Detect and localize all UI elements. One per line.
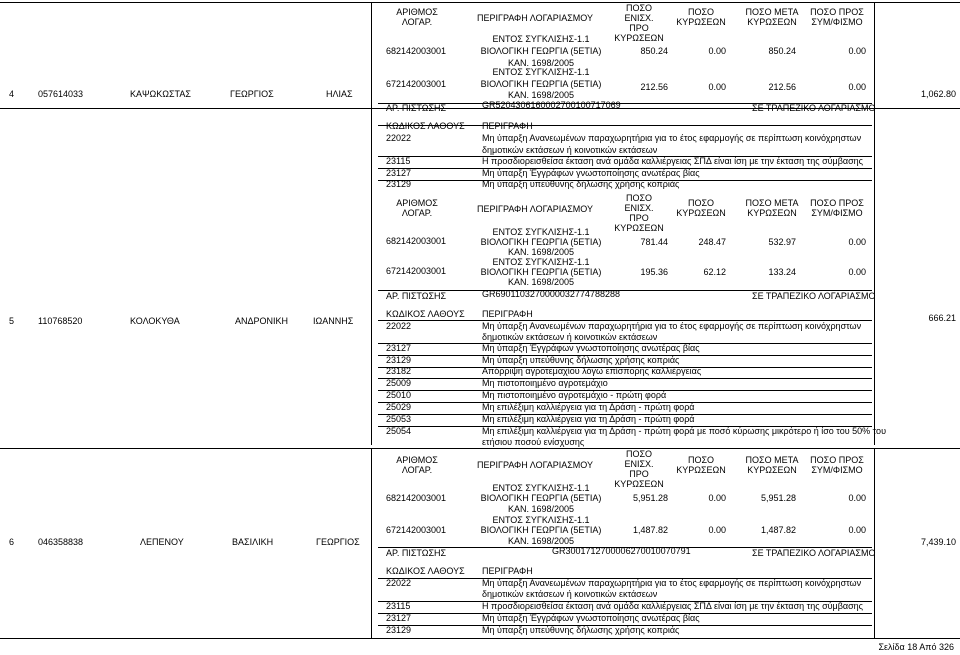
first-name: ΒΑΣΙΛΙΚΗ: [232, 537, 274, 547]
error-code: 23129: [386, 179, 412, 189]
error-code: 23127: [386, 613, 412, 623]
header-sanctions: ΠΟΣΟ ΚΥΡΩΣΕΩΝ: [676, 7, 726, 27]
total-amount: 1,062.80: [920, 89, 956, 99]
account-number: 682142003001: [386, 46, 447, 56]
total-amount: 666.21: [928, 313, 956, 323]
header-description: ΠΕΡΙΓΡΑΦΗ ΛΟΓΑΡΙΑΣΜΟΥ: [477, 13, 593, 23]
error-code: 25010: [386, 390, 412, 400]
father-name: ΓΕΩΡΓΙΟΣ: [316, 537, 360, 547]
iban: GR5204306160002700100717069: [482, 100, 621, 110]
error-code: 23127: [386, 168, 412, 178]
error-code: 22022: [386, 133, 412, 143]
header-offset: ΠΟΣΟ ΠΡΟΣ ΣΥΜ/ΦΙΣΜΟ: [810, 7, 864, 27]
record-number: 5: [9, 316, 15, 326]
account-number: 672142003001: [386, 266, 447, 276]
account-number: 682142003001: [386, 493, 447, 503]
error-code: 23115: [386, 601, 411, 611]
error-code: 23182: [386, 366, 412, 376]
iban: GR6901103270000032774788288: [482, 289, 620, 299]
account-number: 682142003001: [386, 236, 447, 246]
last-name: ΚΑΨΩΚΩΣΤΑΣ: [130, 89, 191, 99]
page-indicator: Σελίδα 18 Από 326: [878, 642, 954, 652]
iban-label: ΑΡ. ΠΙΣΤΩΣΗΣ: [386, 291, 447, 301]
header-account: ΑΡΙΘΜΟΣ ΛΟΓΑΡ.: [396, 7, 438, 27]
payment-method: ΣΕ ΤΡΑΠΕΖΙΚΟ ΛΟΓΑΡΙΑΣΜΟ: [752, 291, 876, 301]
first-name: ΑΝΔΡΟΝΙΚΗ: [235, 316, 289, 326]
header-after: ΠΟΣΟ ΜΕΤΑ ΚΥΡΩΣΕΩΝ: [745, 7, 799, 27]
payment-method: ΣΕ ΤΡΑΠΕΖΙΚΟ ΛΟΓΑΡΙΑΣΜΟ: [752, 103, 876, 113]
error-code: 22022: [386, 321, 412, 331]
last-name: ΚΟΛΟΚΥΘΑ: [130, 316, 180, 326]
record-number: 4: [9, 89, 15, 99]
father-name: ΙΩΑΝΝΗΣ: [313, 316, 354, 326]
payment-method: ΣΕ ΤΡΑΠΕΖΙΚΟ ΛΟΓΑΡΙΑΣΜΟ: [752, 548, 876, 558]
error-code: 25029: [386, 402, 412, 412]
error-code: 23127: [386, 343, 412, 353]
first-name: ΓΕΩΡΓΙΟΣ: [230, 89, 274, 99]
farmer-id: 046358838: [38, 537, 84, 547]
account-number: 672142003001: [386, 79, 447, 89]
farmer-id: 057614033: [38, 89, 84, 99]
last-name: ΛΕΠΕΝΟΥ: [140, 537, 184, 547]
error-code: 23129: [386, 355, 412, 365]
error-code: 25053: [386, 414, 412, 424]
record-number: 6: [9, 537, 15, 547]
iban: GR3001712700006270010070791: [552, 546, 691, 556]
header-eligible: ΠΟΣΟ ΕΝΙΣΧ. ΠΡΟ ΚΥΡΩΣΕΩΝ: [614, 3, 664, 43]
iban-label: ΑΡ. ΠΙΣΤΩΣΗΣ: [386, 548, 447, 558]
account-number: 672142003001: [386, 525, 447, 535]
error-code: 23129: [386, 625, 412, 635]
total-amount: 7,439.10: [920, 537, 956, 547]
error-code: 23115: [386, 156, 411, 166]
error-code: 22022: [386, 578, 412, 588]
farmer-id: 110768520: [38, 316, 83, 326]
father-name: ΗΛΙΑΣ: [326, 89, 353, 99]
iban-label: ΑΡ. ΠΙΣΤΩΣΗΣ: [386, 103, 447, 113]
error-code: 25054: [386, 426, 412, 436]
error-code: 25009: [386, 378, 412, 388]
